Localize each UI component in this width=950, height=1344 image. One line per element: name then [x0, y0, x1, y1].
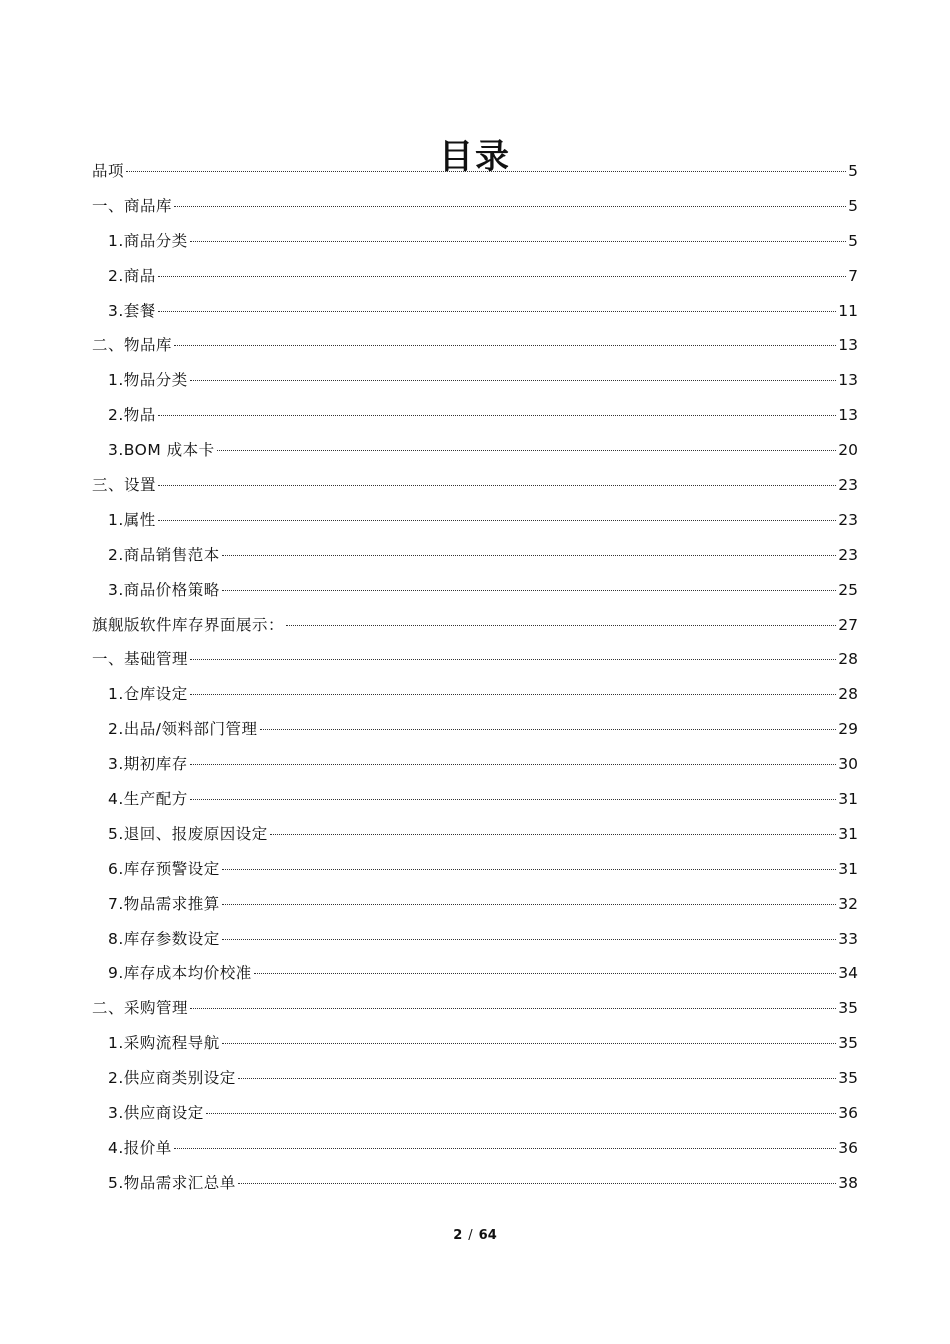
toc-dot-leader — [270, 834, 836, 835]
toc-entry-label: 2.出品/领料部门管理 — [108, 720, 258, 739]
page-title: 目录 — [439, 136, 511, 177]
toc-entry-page-number: 35 — [838, 999, 858, 1018]
toc-entry[interactable] — [92, 817, 858, 852]
toc-entry[interactable] — [92, 991, 858, 1026]
toc-entry-label: 3.BOM 成本卡 — [108, 441, 215, 460]
toc-entry-page-number: 29 — [838, 720, 858, 739]
toc-entry-page-number: 35 — [838, 1069, 858, 1088]
toc-entry[interactable] — [92, 294, 858, 329]
toc-entry[interactable] — [92, 712, 858, 747]
toc-entry-page-number: 31 — [838, 790, 858, 809]
toc-dot-leader — [238, 1078, 836, 1079]
toc-entry[interactable] — [92, 642, 858, 677]
toc-dot-leader — [206, 1113, 836, 1114]
toc-entry-label: 2.商品 — [108, 266, 156, 285]
toc-entry[interactable] — [92, 852, 858, 887]
toc-entry-page-number: 36 — [838, 1104, 858, 1123]
toc-dot-leader — [190, 694, 836, 695]
table-of-contents — [92, 154, 858, 1201]
toc-entry-label: 二、物品库 — [92, 336, 173, 355]
toc-entry-label: 2.供应商类别设定 — [108, 1069, 236, 1088]
toc-entry[interactable] — [92, 782, 858, 817]
toc-entry-label: 2.商品销售范本 — [108, 545, 220, 564]
toc-entry-label: 旗舰版软件库存界面展示： — [92, 615, 285, 634]
toc-entry-label: 3.套餐 — [108, 301, 156, 320]
toc-entry-page-number: 11 — [838, 301, 858, 320]
toc-entry-label: 一、基础管理 — [92, 650, 189, 669]
toc-entry-label: 4.报价单 — [108, 1138, 172, 1157]
toc-entry-label: 5.退回、报废原因设定 — [108, 824, 268, 843]
toc-entry-label: 7.物品需求推算 — [108, 894, 220, 913]
page-number-separator: / — [468, 1228, 473, 1243]
toc-entry-label: 9.库存成本均价校准 — [108, 964, 252, 983]
toc-entry-page-number: 7 — [848, 266, 858, 285]
toc-entry[interactable] — [92, 398, 858, 433]
toc-entry-label: 1.商品分类 — [108, 231, 188, 250]
toc-dot-leader — [222, 590, 836, 591]
toc-entry[interactable] — [92, 1166, 858, 1201]
toc-dot-leader — [190, 1008, 836, 1009]
total-page-count: 64 — [478, 1228, 497, 1243]
toc-dot-leader — [238, 1183, 836, 1184]
toc-entry-page-number: 27 — [838, 615, 858, 634]
toc-dot-leader — [190, 764, 836, 765]
toc-entry-label: 品项 — [92, 162, 125, 180]
toc-dot-leader — [222, 1043, 836, 1044]
toc-dot-leader — [174, 1148, 836, 1149]
toc-entry-page-number: 5 — [848, 231, 858, 250]
toc-dot-leader — [126, 171, 846, 172]
toc-dot-leader — [217, 450, 837, 451]
toc-entry-label: 一、商品库 — [92, 196, 173, 215]
toc-entry-page-number: 32 — [838, 894, 858, 913]
toc-dot-leader — [158, 485, 836, 486]
toc-dot-leader — [222, 904, 836, 905]
toc-entry-page-number: 31 — [838, 824, 858, 843]
toc-dot-leader — [190, 799, 836, 800]
toc-entry[interactable] — [92, 573, 858, 608]
toc-entry[interactable] — [92, 468, 858, 503]
toc-entry-page-number: 28 — [838, 650, 858, 669]
toc-entry-page-number: 31 — [838, 859, 858, 878]
toc-dot-leader — [158, 520, 836, 521]
toc-entry-label: 6.库存预警设定 — [108, 859, 220, 878]
toc-entry[interactable] — [92, 189, 858, 224]
toc-entry[interactable] — [92, 608, 858, 643]
toc-entry-label: 三、设置 — [92, 476, 157, 495]
toc-entry-label: 3.商品价格策略 — [108, 580, 220, 599]
toc-entry-page-number: 13 — [838, 336, 858, 355]
toc-dot-leader — [260, 729, 837, 730]
toc-dot-leader — [158, 311, 836, 312]
toc-entry-page-number: 36 — [838, 1138, 858, 1157]
toc-entry[interactable] — [92, 677, 858, 712]
toc-entry-label: 3.期初库存 — [108, 755, 188, 774]
toc-dot-leader — [222, 939, 836, 940]
toc-entry-page-number: 33 — [838, 929, 858, 948]
toc-dot-leader — [190, 241, 846, 242]
toc-dot-leader — [174, 345, 836, 346]
toc-entry-page-number: 34 — [838, 964, 858, 983]
toc-dot-leader — [222, 555, 836, 556]
toc-entry[interactable] — [92, 224, 858, 259]
toc-entry-page-number: 5 — [848, 196, 858, 215]
toc-dot-leader — [286, 625, 836, 626]
toc-entry[interactable] — [92, 956, 858, 991]
current-page-number: 2 — [453, 1228, 463, 1243]
toc-entry-label: 1.采购流程导航 — [108, 1034, 220, 1053]
toc-entry-page-number: 23 — [838, 545, 858, 564]
toc-entry[interactable] — [92, 503, 858, 538]
toc-entry-label: 4.生产配方 — [108, 790, 188, 809]
toc-dot-leader — [158, 415, 836, 416]
toc-entry-label: 1.仓库设定 — [108, 685, 188, 704]
toc-entry[interactable] — [92, 922, 858, 957]
toc-entry-label: 3.供应商设定 — [108, 1104, 204, 1123]
toc-entry[interactable] — [92, 154, 858, 189]
toc-entry[interactable] — [92, 363, 858, 398]
toc-entry[interactable] — [92, 433, 858, 468]
toc-entry-page-number: 30 — [838, 755, 858, 774]
toc-entry-label: 二、采购管理 — [92, 999, 189, 1018]
toc-entry[interactable] — [92, 538, 858, 573]
toc-entry[interactable] — [92, 259, 858, 294]
toc-entry-page-number: 38 — [838, 1173, 858, 1192]
toc-dot-leader — [190, 659, 836, 660]
toc-entry-label: 1.物品分类 — [108, 371, 188, 390]
toc-entry[interactable] — [92, 887, 858, 922]
page-number-footer — [0, 1226, 950, 1246]
toc-entry-page-number: 5 — [848, 162, 858, 180]
toc-entry-page-number: 28 — [838, 685, 858, 704]
toc-dot-leader — [174, 206, 846, 207]
toc-entry-label: 1.属性 — [108, 510, 156, 529]
toc-entry[interactable] — [92, 1026, 858, 1061]
toc-entry-page-number: 25 — [838, 580, 858, 599]
toc-entry[interactable] — [92, 1131, 858, 1166]
toc-entry[interactable] — [92, 747, 858, 782]
toc-entry-page-number: 13 — [838, 406, 858, 425]
toc-dot-leader — [158, 276, 846, 277]
toc-entry-page-number: 23 — [838, 510, 858, 529]
toc-entry-page-number: 35 — [838, 1034, 858, 1053]
toc-entry-page-number: 23 — [838, 476, 858, 495]
toc-entry-label: 5.物品需求汇总单 — [108, 1173, 236, 1192]
toc-entry-page-number: 20 — [838, 441, 858, 460]
toc-entry[interactable] — [92, 328, 858, 363]
toc-entry[interactable] — [92, 1061, 858, 1096]
toc-dot-leader — [190, 380, 836, 381]
toc-dot-leader — [254, 973, 836, 974]
toc-entry-label: 2.物品 — [108, 406, 156, 425]
toc-entry[interactable] — [92, 1096, 858, 1131]
toc-entry-page-number: 13 — [838, 371, 858, 390]
toc-entry-label: 8.库存参数设定 — [108, 929, 220, 948]
toc-dot-leader — [222, 869, 836, 870]
